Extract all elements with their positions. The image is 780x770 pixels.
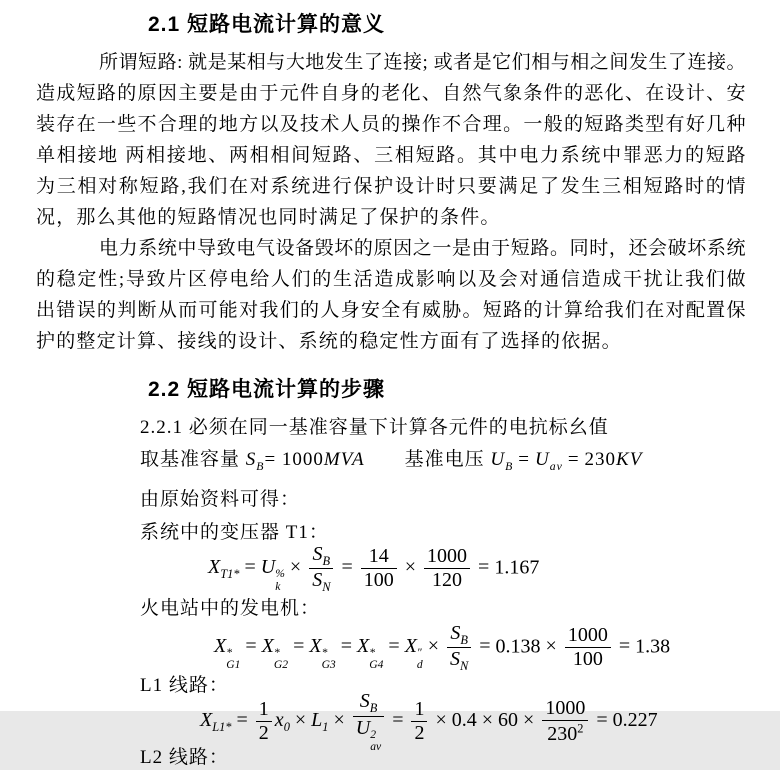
math-number: 14 [368, 545, 389, 567]
math-operator: × [435, 709, 447, 732]
para2-line-2: 的稳定性;导致片区停电给人们的生活造成影响以及会对通信造成干扰让我们做 [36, 269, 746, 290]
math-fraction [309, 543, 333, 595]
math-operator: = [340, 635, 353, 658]
line-l2: L2 线路： [140, 747, 229, 769]
math-fraction [353, 690, 384, 753]
math-variable: U 2 av [355, 716, 382, 753]
math-number: 1000 [427, 545, 468, 567]
math-number: 1000 [567, 623, 608, 646]
paragraph-damage [36, 233, 746, 357]
para1-line-2: 造成短路的原因主要是由于元件自身的老化、自然气象条件的恶化、在设计、安 [36, 83, 746, 104]
math-variable: $S_B$ [359, 690, 378, 716]
line-transformer-t1: 系统中的变压器 T1： [140, 521, 329, 543]
math-variable: $L_1$ [311, 709, 329, 735]
line-from-source-data: 由原始资料可得： [140, 488, 301, 510]
math-number: 1000 [545, 697, 586, 720]
math-number: 0.227 [612, 709, 658, 732]
math-number: = 1000 [264, 449, 324, 470]
math-number: 120 [432, 569, 463, 592]
base-capacity-voltage-line [140, 448, 746, 479]
math-number: $230^2$ [547, 721, 584, 746]
math-operator: = [618, 635, 631, 658]
paragraph-significance [36, 47, 746, 233]
math-variable: $S_B$ [450, 621, 468, 647]
math-operator: = [596, 709, 608, 732]
para2-line-1: 电力系统中导致电气设备毁坏的原因之一是由于短路。同时，还会破坏系统 [99, 238, 746, 259]
math-variable: X * G2 [261, 635, 289, 672]
math-number: 100 [363, 569, 394, 592]
math-variable: $X_{L1*}$ [200, 709, 232, 735]
math-fraction [411, 698, 427, 745]
formula-generator-reactance [214, 622, 746, 674]
math-operator: = [341, 556, 353, 579]
math-operator: = [388, 635, 400, 658]
math-operator: × [523, 709, 535, 732]
section-heading-2-1: 2.1 短路电流计算的意义 [148, 13, 386, 36]
para1-line-1: 所谓短路: 就是某相与大地发生了连接; 或者是它们相与相之间发生了连接。 [99, 52, 746, 73]
para1-line-3: 装存在一些不合理的地方以及技术人员的操作不合理。一般的短路类型有好几种 [36, 114, 746, 135]
math-operator: = [244, 556, 256, 579]
math-operator: × [481, 709, 494, 732]
section-heading-2-2: 2.2 短路电流计算的步骤 [148, 378, 386, 401]
math-variable: $U_{av}$ [534, 449, 563, 473]
math-number: 1 [258, 698, 269, 721]
math-variable: $S_N$ [449, 647, 469, 673]
math-number: 1.167 [494, 556, 540, 579]
math-operator: × [404, 556, 417, 579]
math-fraction [565, 624, 611, 671]
math-number: 230 [584, 449, 617, 470]
para1-line-5: 为三相对称短路,我们在对系统进行保护设计时只要满足了发生三相短路时的情 [36, 176, 746, 197]
line-generator: 火电站中的发电机： [140, 597, 321, 619]
math-operator: × [427, 635, 439, 658]
math-operator: × [294, 709, 307, 732]
para2-line-3: 出错误的判断从而可能对我们的人身安全有威胁。短路的计算给我们在对配置保 [36, 300, 746, 321]
math-operator: = [567, 449, 580, 470]
math-number: 2 [258, 722, 269, 745]
math-variable: $x_0$ [274, 709, 290, 735]
math-number: 1 [414, 698, 425, 721]
math-operator: = [392, 709, 404, 732]
line-l1: L1 线路： [140, 675, 229, 697]
math-text: 取基准容量 [140, 449, 246, 470]
para2-line-4: 护的整定计算、接线的设计、系统的稳定性方面有了选择的依据。 [36, 331, 622, 352]
math-fraction [447, 622, 471, 674]
math-fraction [542, 697, 588, 746]
math-variable: $S_B$ [312, 542, 331, 568]
math-variable: $U_B$ [490, 449, 514, 473]
math-fraction [256, 698, 272, 745]
math-operator: × [545, 635, 557, 658]
math-fraction [361, 545, 397, 592]
math-variable: MVA [323, 449, 365, 470]
formula-l1-reactance [200, 690, 746, 753]
math-variable: $S_N$ [312, 569, 331, 595]
subsection-heading-2-2-1: 2.2.1 必须在同一基准容量下计算各元件的电抗标幺值 [140, 417, 609, 438]
math-operator: = [478, 556, 490, 579]
math-number: 2 [414, 722, 425, 745]
math-number: 0.4 [451, 709, 477, 732]
math-fraction [424, 545, 470, 592]
math-number: 60 [498, 709, 519, 732]
math-variable: $S_B$ [245, 449, 265, 473]
math-number: 0.138 [495, 635, 541, 658]
math-text: 基准电压 [364, 449, 491, 470]
math-operator: = [236, 709, 248, 732]
math-operator: × [289, 556, 302, 579]
math-variable: X * G1 [214, 635, 241, 672]
math-variable: X ″ d [404, 635, 423, 672]
math-variable: X * G4 [357, 635, 384, 672]
math-variable: $X_{T1*}$ [208, 556, 240, 582]
formula-transformer-reactance [208, 543, 746, 595]
math-variable: KV [616, 449, 643, 470]
math-variable: X * G3 [309, 635, 336, 672]
math-variable: U % k [260, 556, 285, 593]
para1-line-6: 况，那么其他的短路情况也同时满足了保护的条件。 [36, 207, 501, 228]
math-number: 1.38 [635, 635, 671, 658]
math-operator: × [333, 709, 345, 732]
math-operator: = [245, 635, 257, 658]
math-operator: = [293, 635, 305, 658]
math-operator: = [518, 449, 530, 470]
para1-line-4: 单相接地 两相接地、两相相间短路、三相短路。其中电力系统中罪恶力的短路 [36, 145, 746, 166]
math-number: 100 [572, 647, 603, 670]
math-operator: = [479, 635, 491, 658]
